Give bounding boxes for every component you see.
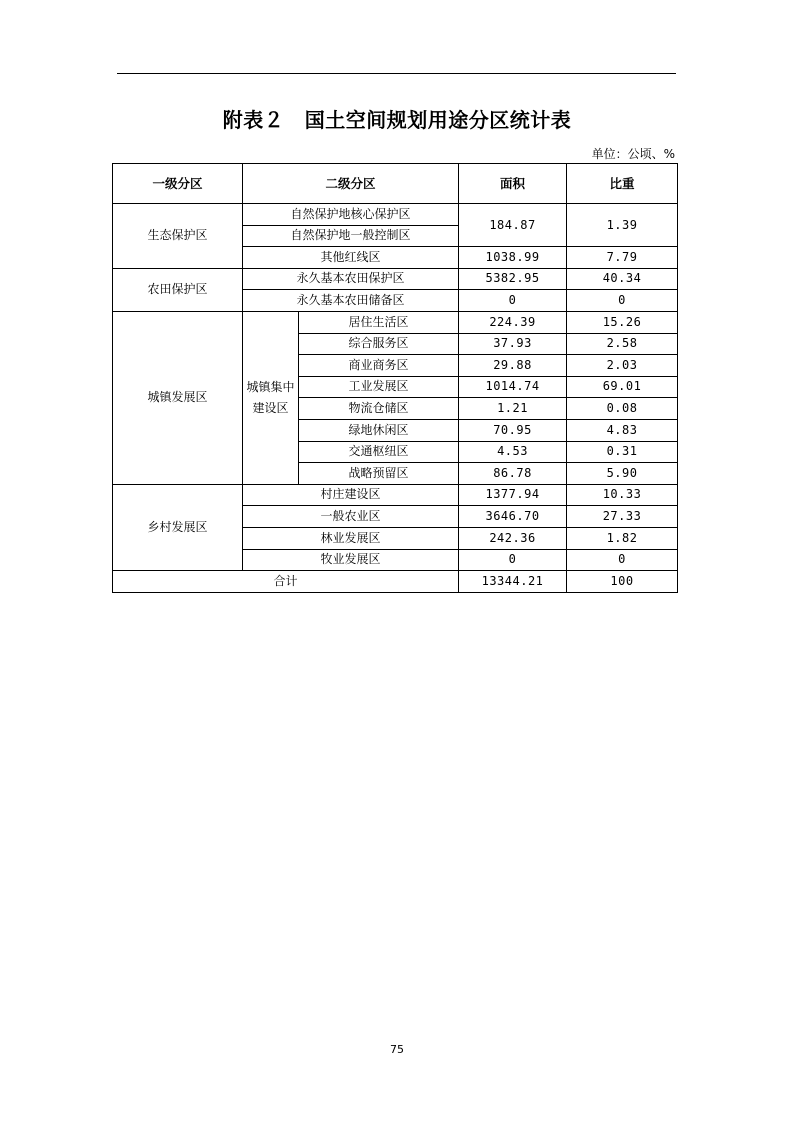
table-row: [113, 268, 678, 290]
row-ratio: 0: [567, 549, 678, 571]
table-row: [113, 484, 678, 506]
row-ratio: 1.82: [567, 527, 678, 549]
row-area: 86.78: [459, 463, 567, 485]
row-name: 居住生活区: [299, 311, 459, 333]
row-area: 37.93: [459, 333, 567, 355]
row-name: 自然保护地一般控制区: [243, 225, 459, 247]
row-ratio: 40.34: [567, 268, 678, 290]
header-ratio: 比重: [567, 164, 678, 204]
row-name: 战略预留区: [299, 463, 459, 485]
row-name: 物流仓储区: [299, 398, 459, 420]
row-area: 1377.94: [459, 484, 567, 506]
row-ratio: 27.33: [567, 506, 678, 528]
row-name: 绿地休闲区: [299, 419, 459, 441]
total-row: [113, 571, 678, 593]
row-ratio: 7.79: [567, 247, 678, 269]
row-area: 29.88: [459, 355, 567, 377]
row-area: 70.95: [459, 419, 567, 441]
row-ratio: 69.01: [567, 376, 678, 398]
row-name: 商业商务区: [299, 355, 459, 377]
total-label: 合计: [113, 571, 459, 593]
page-number: 75: [390, 1043, 404, 1056]
row-ratio: 4.83: [567, 419, 678, 441]
row-name: 永久基本农田储备区: [243, 290, 459, 312]
row-area: 5382.95: [459, 268, 567, 290]
unit-label: 单位：公顷、%: [591, 147, 675, 161]
row-area: 3646.70: [459, 506, 567, 528]
table-row: [113, 311, 678, 333]
row-ratio: 0.31: [567, 441, 678, 463]
total-ratio: 100: [567, 571, 678, 593]
row-name: 综合服务区: [299, 333, 459, 355]
header-level1: 一级分区: [113, 164, 243, 204]
row-area: 4.53: [459, 441, 567, 463]
row-ratio: 10.33: [567, 484, 678, 506]
table-row: [113, 204, 678, 226]
row-ratio: 2.03: [567, 355, 678, 377]
row-name: 其他红线区: [243, 247, 459, 269]
row-area: 0: [459, 549, 567, 571]
row-ratio: 0.08: [567, 398, 678, 420]
header-rule: [117, 73, 676, 74]
row-name: 自然保护地核心保护区: [243, 204, 459, 226]
row-area: 184.87: [459, 204, 567, 247]
row-name: 永久基本农田保护区: [243, 268, 459, 290]
group-eco: 生态保护区: [113, 204, 243, 269]
row-ratio: 15.26: [567, 311, 678, 333]
row-ratio: 1.39: [567, 204, 678, 247]
row-ratio: 2.58: [567, 333, 678, 355]
row-name: 工业发展区: [299, 376, 459, 398]
total-area: 13344.21: [459, 571, 567, 593]
row-ratio: 0: [567, 290, 678, 312]
table-header-row: [113, 164, 678, 204]
table-title: 附表２ 国土空间规划用途分区统计表: [222, 108, 572, 132]
row-area: 242.36: [459, 527, 567, 549]
row-area: 1.21: [459, 398, 567, 420]
group-farm: 农田保护区: [113, 268, 243, 311]
group-town-sub: 城镇集中建设区: [243, 311, 299, 484]
row-name: 村庄建设区: [243, 484, 459, 506]
row-area: 224.39: [459, 311, 567, 333]
row-name: 一般农业区: [243, 506, 459, 528]
group-town: 城镇发展区: [113, 311, 243, 484]
group-rural: 乡村发展区: [113, 484, 243, 570]
row-area: 0: [459, 290, 567, 312]
zoning-statistics-table: [112, 163, 678, 593]
row-area: 1038.99: [459, 247, 567, 269]
row-name: 交通枢纽区: [299, 441, 459, 463]
header-level2: 二级分区: [243, 164, 459, 204]
header-area: 面积: [459, 164, 567, 204]
row-area: 1014.74: [459, 376, 567, 398]
row-name: 林业发展区: [243, 527, 459, 549]
row-name: 牧业发展区: [243, 549, 459, 571]
row-ratio: 5.90: [567, 463, 678, 485]
